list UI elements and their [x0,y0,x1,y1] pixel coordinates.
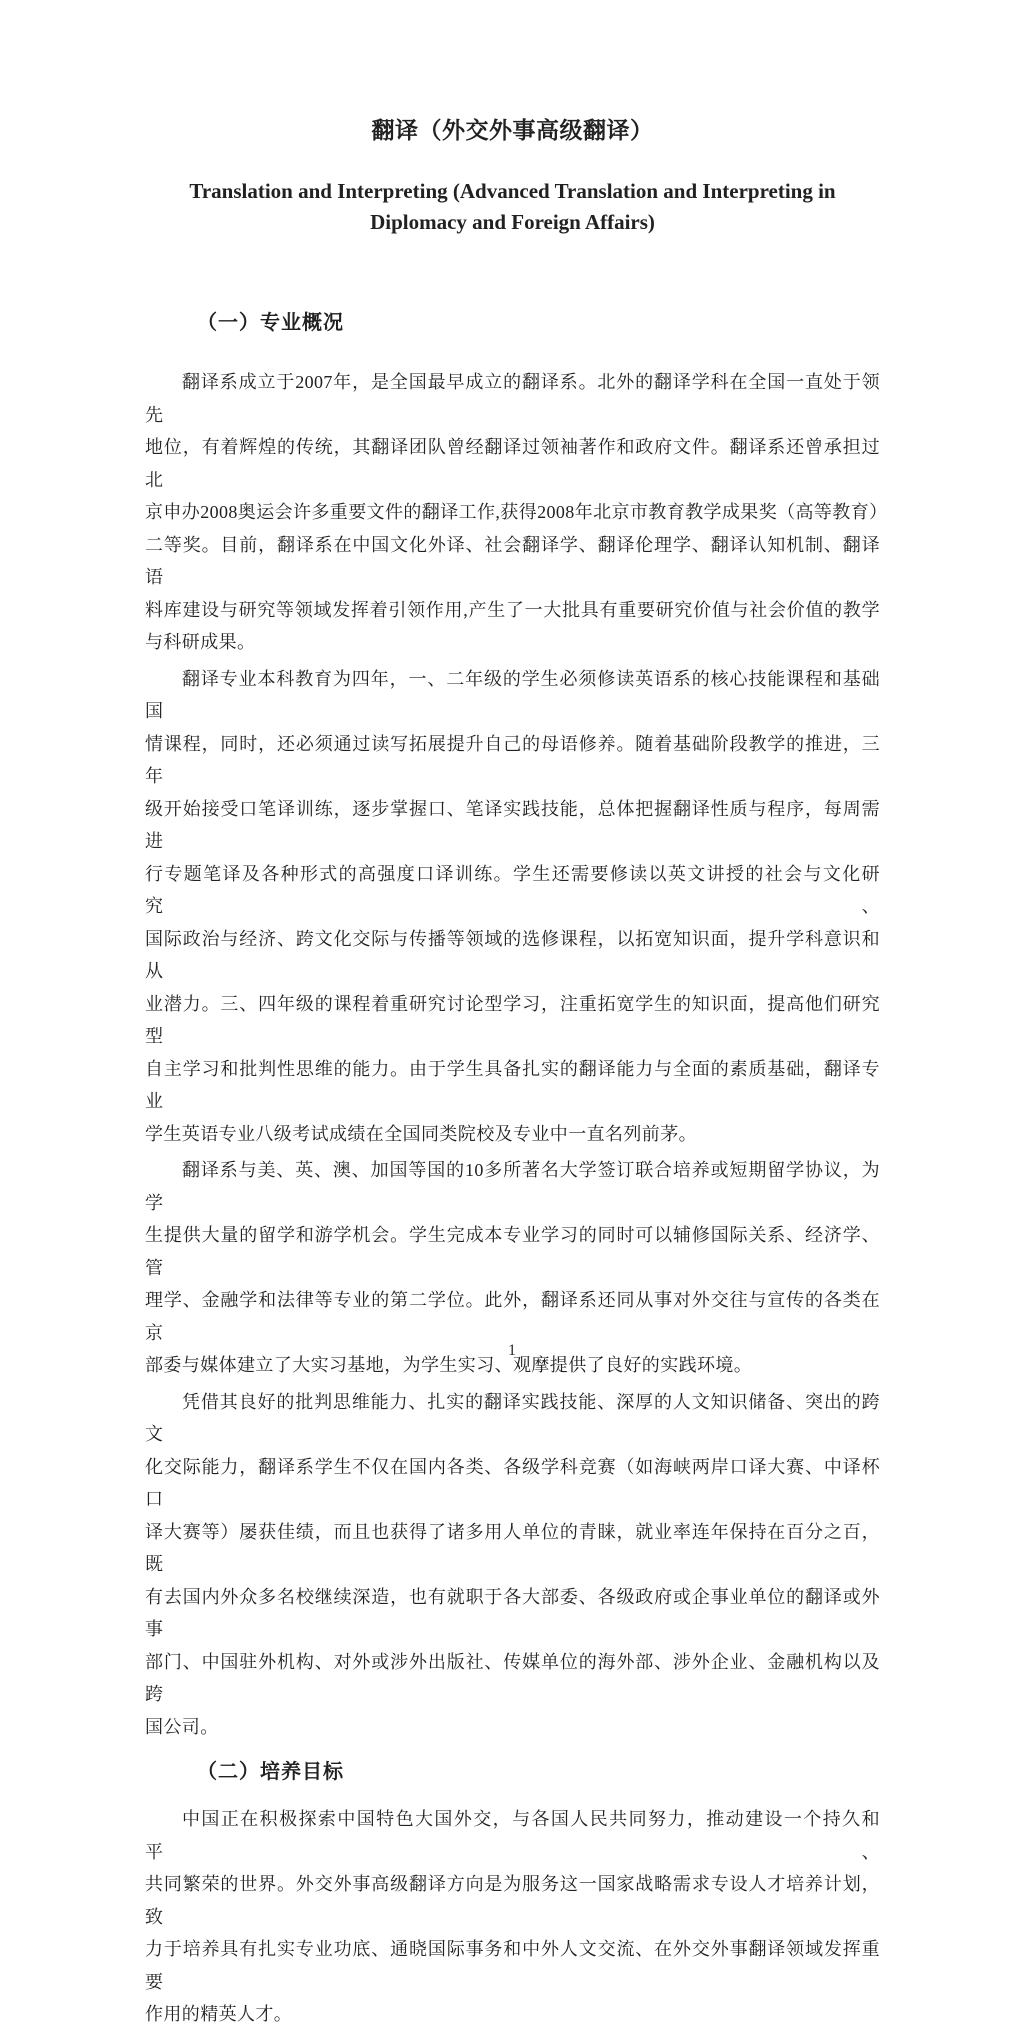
paragraph-line: 料库建设与研究等领域发挥着引领作用,产生了一大批具有重要研究价值与社会价值的教学 [145,599,880,620]
paragraph-line: 二等奖。目前，翻译系在中国文化外译、社会翻译学、翻译伦理学、翻译认知机制、翻译语 [145,534,880,587]
paragraph-line: 共同繁荣的世界。外交外事高级翻译方向是为服务这一国家战略需求专设人才培养计划，致 [145,1874,880,1927]
paragraph-line: 业潜力。三、四年级的课程着重研究讨论型学习，注重拓宽学生的知识面，提高他们研究型 [145,993,880,1046]
document-title-english-line2: Diplomacy and Foreign Affairs) [370,210,655,234]
paragraph [145,1803,880,2031]
paragraph-line: 情课程，同时，还必须通过读写拓展提升自己的母语修养。随着基础阶段教学的推进，三年 [145,733,880,786]
paragraph-line: 自主学习和批判性思维的能力。由于学生具备扎实的翻译能力与全面的素质基础，翻译专业 [145,1058,880,1111]
paragraph-line: 京申办2008奥运会许多重要文件的翻译工作,获得2008年北京市教育教学成果奖（高等教育） [145,502,888,522]
document-title-english [145,176,880,238]
paragraph-line: 与科研成果。 [145,632,256,652]
paragraph-line: 翻译专业本科教育为四年，一、二年级的学生必须修读英语系的核心技能课程和基础国 [145,668,880,721]
document-body [145,308,888,2031]
section-heading: （二）培养目标 [197,1761,344,1783]
paragraph-line: 力于培养具有扎实专业功底、通晓国际事务和中外人文交流、在外交外事翻译领域发挥重要 [145,1939,880,1992]
paragraph-line: 作用的精英人才。 [145,2004,293,2024]
paragraph-line: 生提供大量的留学和游学机会。学生完成本专业学习的同时可以辅修国际关系、经济学、管 [145,1225,880,1278]
paragraph-line: 国公司。 [145,1716,219,1737]
paragraph-line: 翻译系与美、英、澳、加国等国的10多所著名大学签订联合培养或短期留学协议，为学 [145,1160,880,1213]
document-content [145,0,888,2035]
paragraph-line: 学生英语专业八级考试成绩在全国同类院校及专业中一直名列前茅。 [145,1123,697,1144]
page-number: 1 [508,1342,516,1359]
paragraph-line: 地位，有着辉煌的传统，其翻译团队曾经翻译过领袖著作和政府文件。翻译系还曾承担过北 [145,437,880,490]
paragraph-line: 级开始接受口笔译训练，逐步掌握口、笔译实践技能，总体把握翻译性质与程序，每周需进 [145,798,880,851]
paragraph-line: 化交际能力，翻译系学生不仅在国内各类、各级学科竞赛（如海峡两岸口译大赛、中译杯口 [145,1456,880,1509]
section-heading: （一）专业概况 [197,312,344,334]
paragraph-line: 理学、金融学和法律等专业的第二学位。此外，翻译系还同从事对外交往与宣传的各类在京 [145,1290,880,1343]
paragraph-line: 翻译系成立于2007年，是全国最早成立的翻译系。北外的翻译学科在全国一直处于领先 [145,372,880,425]
paragraph [145,366,888,659]
paragraph-line: 部门、中国驻外机构、对外或涉外出版社、传媒单位的海外部、涉外企业、金融机构以及跨 [145,1651,880,1704]
paragraph-line: 行专题笔译及各种形式的高强度口译训练。学生还需要修读以英文讲授的社会与文化研究、 [145,863,880,916]
paragraph-line: 译大赛等）屡获佳绩，而且也获得了诸多用人单位的青睐，就业率连年保持在百分之百，既 [145,1521,880,1574]
paragraph-line: 凭借其良好的批判思维能力、扎实的翻译实践技能、深厚的人文知识储备、突出的跨文 [145,1391,880,1444]
paragraph-line: 中国正在积极探索中国特色大国外交，与各国人民共同努力，推动建设一个持久和平、 [145,1809,880,1862]
paragraph-line: 国际政治与经济、跨文化交际与传播等领域的选修课程，以拓宽知识面，提升学科意识和从 [145,928,880,981]
paragraph [145,663,880,1151]
document-title-chinese: 翻译（外交外事高级翻译） [371,117,654,143]
paragraph-line: 部委与媒体建立了大实习基地，为学生实习、观摩提供了良好的实践环境。 [145,1355,753,1375]
document-title-english-line1: Translation and Interpreting (Advanced Translation and Interpreting in [189,179,836,203]
paragraph-line: 有去国内外众多名校继续深造，也有就职于各大部委、各级政府或企事业单位的翻译或外事 [145,1586,880,1639]
paragraph [145,1386,880,1744]
